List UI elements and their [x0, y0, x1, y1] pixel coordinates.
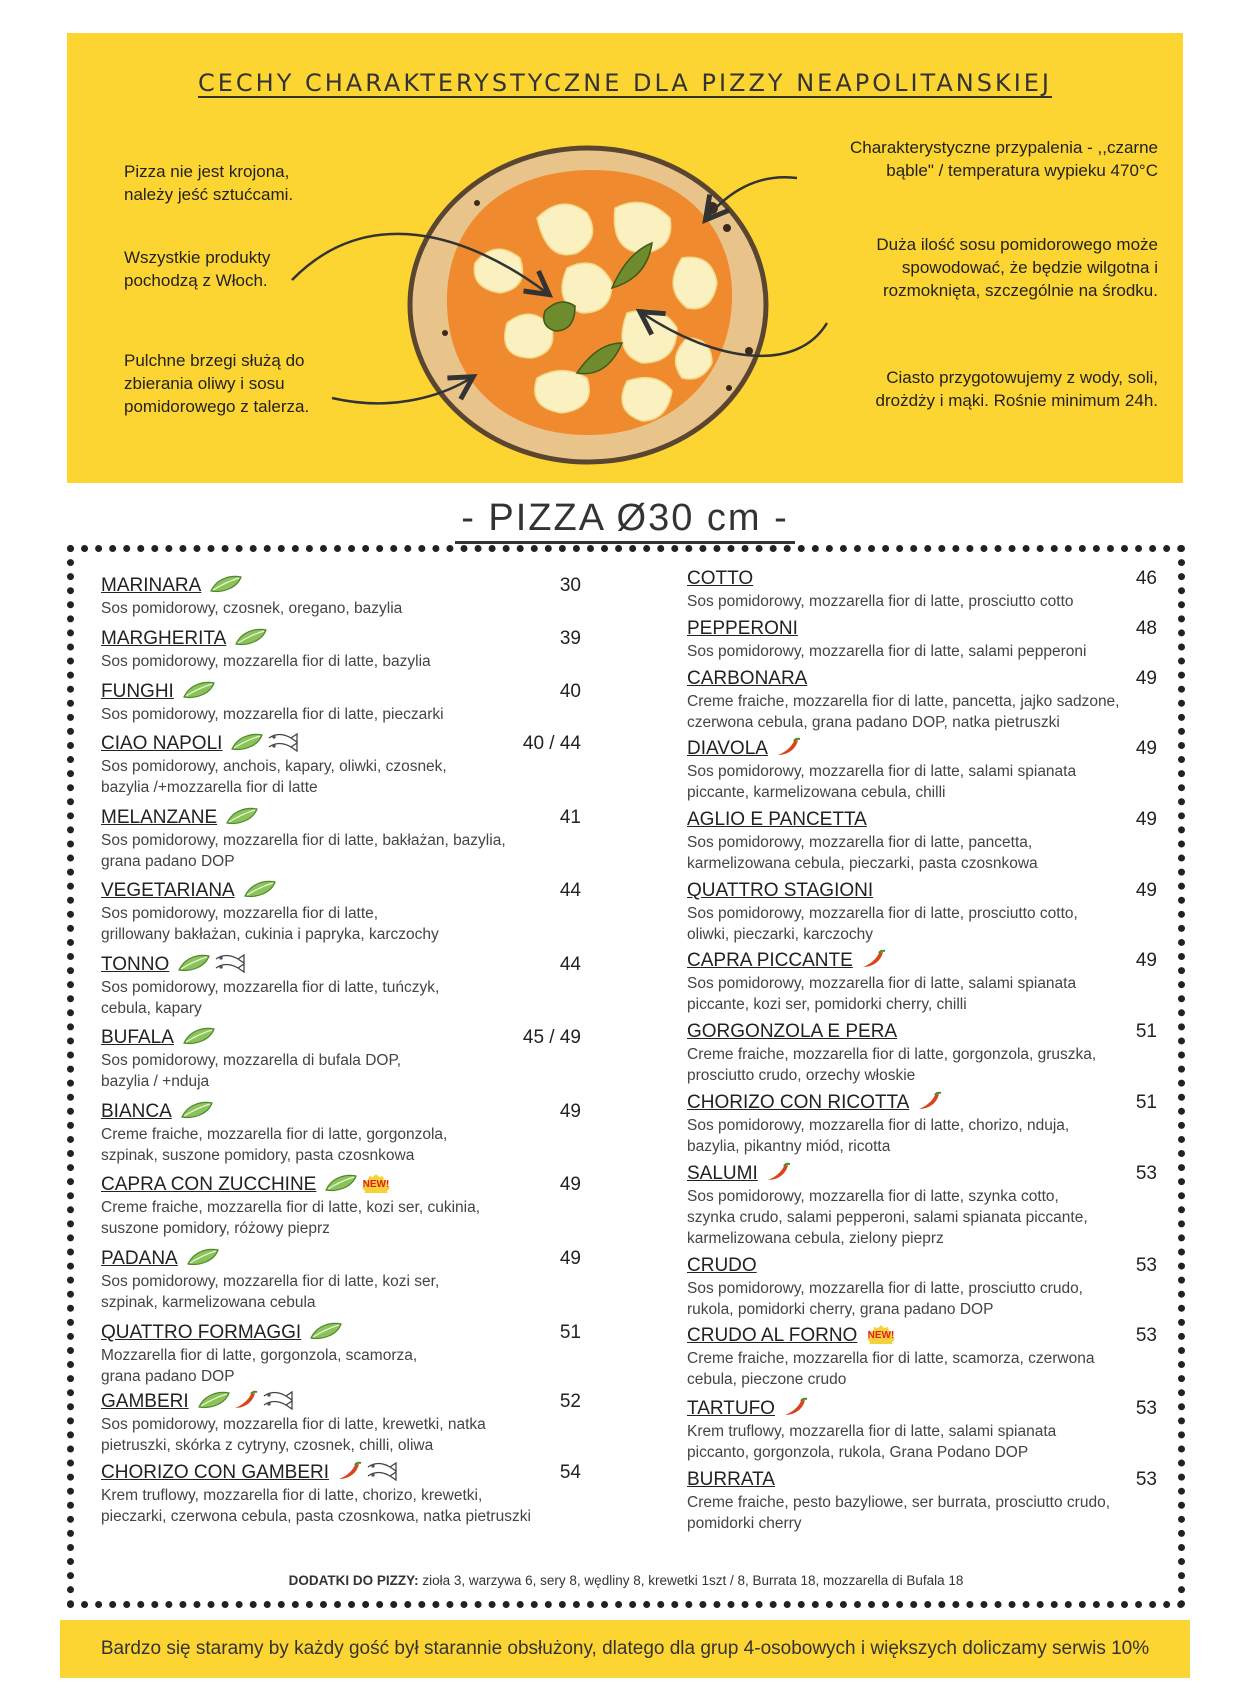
pizza-name: CAPRA CON ZUCCHINE [101, 1174, 317, 1195]
pizza-icons [865, 1325, 897, 1347]
leaf-icon [180, 1100, 214, 1125]
leaf-icon [197, 1390, 231, 1415]
pizza-price: 51 [1135, 1092, 1157, 1113]
pizza-price: 40 / 44 [522, 733, 581, 754]
note-sauce: Duża ilość sosu pomidorowego może spowodować, że będzie wilgotna i rozmoknięta, szczególnie na środku. [876, 235, 1158, 300]
pizza-price: 53 [1135, 1325, 1157, 1346]
pizza-description: Sos pomidorowy, mozzarella fior di latte, krewetki, natka pietruszki, skórka z cytryny, czosnek, chilli, oliwa [101, 1416, 486, 1454]
leaf-icon [230, 732, 264, 757]
pizza-description: Sos pomidorowy, mozzarella fior di latte, kozi ser, szpinak, karmelizowana cebula [101, 1273, 440, 1311]
pizza-price: 40 [559, 681, 581, 702]
pizza-addons: DODATKI DO PIZZY: zioła 3, warzywa 6, sery 8, wędliny 8, krewetki 1szt / 8, Burrata 18, mozzarella di Bufala 18 [288, 1573, 964, 1588]
pizza-menu [67, 545, 1185, 1608]
chili-icon [766, 1162, 792, 1187]
pizza-description: Sos pomidorowy, mozzarella fior di latte, salami spianata piccante, kozi ser, pomidorki cherry, chilli [687, 975, 1077, 1013]
pizza-description: Creme fraiche, mozzarella fior di latte, kozi ser, cukinia, suszone pomidory, różowy pieprz [101, 1199, 481, 1237]
pizza-description: Krem truflowy, mozzarella fior di latte, chorizo, krewetki, pieczarki, czerwona cebula, pasta czosnkowa, natka pietruszki [101, 1487, 531, 1525]
pizza-price: 53 [1135, 1469, 1157, 1490]
pizza-price: 49 [559, 1101, 581, 1122]
leaf-icon [324, 1173, 358, 1198]
svg-text:NEW!: NEW! [867, 1329, 895, 1341]
pizza-icons [337, 1462, 399, 1484]
leaf-icon [182, 680, 216, 705]
fish-icon [213, 952, 247, 979]
pizza-icons [186, 1248, 220, 1270]
pizza-description: Creme fraiche, mozzarella fior di latte, gorgonzola, gruszka, prosciutto crudo, orzechy włoskie [687, 1046, 1097, 1084]
pizza-icons [917, 1092, 943, 1114]
pizza-price: 52 [559, 1391, 581, 1412]
pizza-price: 51 [559, 1322, 581, 1343]
pizza-description: Sos pomidorowy, mozzarella fior di latte, tuńczyk, cebula, kapary [101, 979, 440, 1017]
pizza-facts-panel [67, 33, 1183, 483]
pizza-price: 45 / 49 [522, 1027, 581, 1048]
chili-icon [783, 1397, 809, 1422]
pizza-description: Creme fraiche, mozzarella fior di latte, pancetta, jajko sadzone, czerwona cebula, grana padano DOP, natka pietruszki [687, 693, 1120, 731]
pizza-price: 44 [559, 954, 581, 975]
pizza-price: 49 [1135, 809, 1157, 830]
chili-icon [861, 949, 887, 974]
leaf-icon [177, 953, 211, 978]
pizza-price: 30 [559, 575, 581, 596]
pizza-description: Sos pomidorowy, mozzarella fior di latte, pieczarki [101, 706, 444, 723]
pizza-icons [177, 954, 247, 976]
pizza-description: Sos pomidorowy, mozzarella fior di latte, pancetta, karmelizowana cebula, pieczarki, pasta czosnkowa [687, 834, 1038, 872]
pizza-name: CHORIZO CON GAMBERI [101, 1462, 330, 1483]
pizza-name: CRUDO AL FORNO [687, 1325, 858, 1346]
chili-icon [776, 737, 802, 762]
pizza-icons [230, 733, 300, 755]
pizza-name: COTTO [687, 568, 754, 589]
pizza-name: PEPPERONI [687, 618, 798, 639]
note-italy: Wszystkie produkty pochodzą z Włoch. [124, 248, 271, 290]
pizza-name: GAMBERI [101, 1391, 189, 1412]
pizza-description: Sos pomidorowy, mozzarella fior di latte, prosciutto crudo, rukola, pomidorki cherry, grana padano DOP [687, 1280, 1083, 1318]
pizza-name: CHORIZO CON RICOTTA [687, 1092, 910, 1113]
pizza-name: AGLIO E PANCETTA [687, 809, 867, 830]
pizza-description: Sos pomidorowy, mozzarella di bufala DOP, bazylia / +nduja [101, 1052, 402, 1090]
section-title: - PIZZA Ø30 cm - [0, 497, 1250, 540]
pizza-price: 41 [559, 807, 581, 828]
pizza-name: CIAO NAPOLI [101, 733, 223, 754]
pizza-price: 53 [1135, 1398, 1157, 1419]
pizza-price: 48 [1135, 618, 1157, 639]
new-badge-icon [360, 1173, 392, 1198]
pizza-icons [243, 880, 277, 902]
pizza-icons [180, 1101, 214, 1123]
pizza-icons [309, 1322, 343, 1344]
pizza-price: 49 [559, 1248, 581, 1269]
pizza-name: CARBONARA [687, 668, 808, 689]
leaf-icon [234, 627, 268, 652]
pizza-price: 49 [1135, 950, 1157, 971]
pizza-description: Sos pomidorowy, mozzarella fior di latte, bazylia [101, 653, 431, 670]
pizza-price: 49 [1135, 668, 1157, 689]
pizza-name: MELANZANE [101, 807, 218, 828]
pizza-icons [182, 681, 216, 703]
pizza-name: TONNO [101, 954, 170, 975]
pizza-name: CRUDO [687, 1255, 757, 1276]
pizza-description: Creme fraiche, pesto bazyliowe, ser burrata, prosciutto crudo, pomidorki cherry [687, 1494, 1110, 1532]
chili-icon [337, 1461, 363, 1486]
leaf-icon [243, 879, 277, 904]
pizza-name: QUATTRO STAGIONI [687, 880, 874, 901]
pizza-description: Sos pomidorowy, mozzarella fior di latte, grillowany bakłażan, cukinia i papryka, karczochy [101, 905, 439, 943]
pizza-description: Creme fraiche, mozzarella fior di latte, scamorza, czerwona cebula, pieczone crudo [687, 1350, 1095, 1388]
new-badge-icon [865, 1324, 897, 1349]
pizza-name: GORGONZOLA E PERA [687, 1021, 898, 1042]
leaf-icon [182, 1026, 216, 1051]
pizza-name: MARGHERITA [101, 628, 227, 649]
pizza-icons [766, 1163, 792, 1185]
note-edges: Pulchne brzegi służą do zbierania oliwy i sosu pomidorowego z talerza. [124, 351, 310, 416]
pizza-icons [225, 807, 259, 829]
fish-icon [365, 1460, 399, 1487]
pizza-price: 54 [559, 1462, 581, 1483]
svg-text:NEW!: NEW! [362, 1178, 390, 1190]
pizza-description: Sos pomidorowy, mozzarella fior di latte, prosciutto cotto [687, 593, 1074, 610]
pizza-name: BIANCA [101, 1101, 172, 1122]
pizza-name: TARTUFO [687, 1398, 775, 1419]
pizza-name: QUATTRO FORMAGGI [101, 1322, 302, 1343]
pizza-icons [324, 1174, 392, 1196]
note-dough: Ciasto przygotowujemy z wody, soli, drożdży i mąki. Rośnie minimum 24h. [875, 368, 1158, 410]
pizza-icons [234, 628, 268, 650]
leaf-icon [186, 1247, 220, 1272]
pizza-price: 46 [1135, 568, 1157, 589]
pizza-icons [209, 575, 243, 597]
pizza-price: 39 [559, 628, 581, 649]
pizza-name: BURRATA [687, 1469, 775, 1490]
pizza-name: PADANA [101, 1248, 178, 1269]
pizza-description: Sos pomidorowy, mozzarella fior di latte, salami pepperoni [687, 643, 1087, 660]
pizza-name: CAPRA PICCANTE [687, 950, 853, 971]
pizza-description: Sos pomidorowy, mozzarella fior di latte, prosciutto cotto, oliwki, pieczarki, karczochy [687, 905, 1078, 943]
pizza-price: 51 [1135, 1021, 1157, 1042]
pizza-price: 44 [559, 880, 581, 901]
pizza-description: Krem truflowy, mozzarella fior di latte, salami spianata piccanto, gorgonzola, rukola, Grana Podano DOP [687, 1423, 1057, 1461]
fish-icon [261, 1389, 295, 1416]
pizza-price: 49 [1135, 738, 1157, 759]
pizza-description: Sos pomidorowy, mozzarella fior di latte, bakłażan, bazylia, grana padano DOP [101, 832, 506, 870]
chili-icon [233, 1390, 259, 1415]
pizza-icons [197, 1391, 295, 1413]
pizza-description: Sos pomidorowy, mozzarella fior di latte, salami spianata piccante, karmelizowana cebula, chilli [687, 763, 1077, 801]
pizza-name: BUFALA [101, 1027, 174, 1048]
service-charge-note: Bardzo się staramy by każdy gość był starannie obsłużony, dlatego dla grup 4-osobowych i większych doliczamy serwis 10% [60, 1620, 1190, 1678]
pizza-price: 49 [559, 1174, 581, 1195]
pizza-price: 53 [1135, 1255, 1157, 1276]
pizza-icons [182, 1027, 216, 1049]
pizza-icons [776, 738, 802, 760]
pizza-name: SALUMI [687, 1163, 758, 1184]
pizza-name: FUNGHI [101, 681, 174, 702]
pizza-price: 53 [1135, 1163, 1157, 1184]
leaf-icon [309, 1321, 343, 1346]
pizza-price: 49 [1135, 880, 1157, 901]
pizza-name: VEGETARIANA [101, 880, 235, 901]
pizza-icons [783, 1398, 809, 1420]
pizza-description: Sos pomidorowy, mozzarella fior di latte, szynka cotto, szynka crudo, salami pepperoni, salami spianata piccante, karmelizowana cebula, zielony pieprz [687, 1188, 1088, 1247]
leaf-icon [209, 574, 243, 599]
facts-title: CECHY CHARAKTERYSTYCZNE DLA PIZZY NEAPOLITANSKIEJ [197, 69, 1053, 97]
pizza-description: Sos pomidorowy, anchois, kapary, oliwki, czosnek, bazylia /+mozzarella fior di latte [101, 758, 447, 796]
pizza-name: DIAVOLA [687, 738, 768, 759]
pizza-description: Mozzarella fior di latte, gorgonzola, scamorza, grana padano DOP [101, 1347, 418, 1385]
pizza-description: Sos pomidorowy, mozzarella fior di latte, chorizo, nduja, bazylia, pikantny miód, ricotta [687, 1117, 1070, 1155]
pizza-icons [861, 950, 887, 972]
chili-icon [917, 1091, 943, 1116]
pizza-name: MARINARA [101, 575, 202, 596]
note-burns: Charakterystyczne przypalenia - ,,czarne bąble" / temperatura wypieku 470°C [849, 138, 1158, 180]
leaf-icon [225, 806, 259, 831]
pizza-description: Sos pomidorowy, czosnek, oregano, bazylia [101, 600, 403, 617]
pizza-description: Creme fraiche, mozzarella fior di latte, gorgonzola, szpinak, suszone pomidory, pasta czosnkowa [101, 1126, 448, 1164]
note-not-cut: Pizza nie jest krojona, należy jeść sztućcami. [124, 162, 294, 204]
fish-icon [266, 731, 300, 758]
